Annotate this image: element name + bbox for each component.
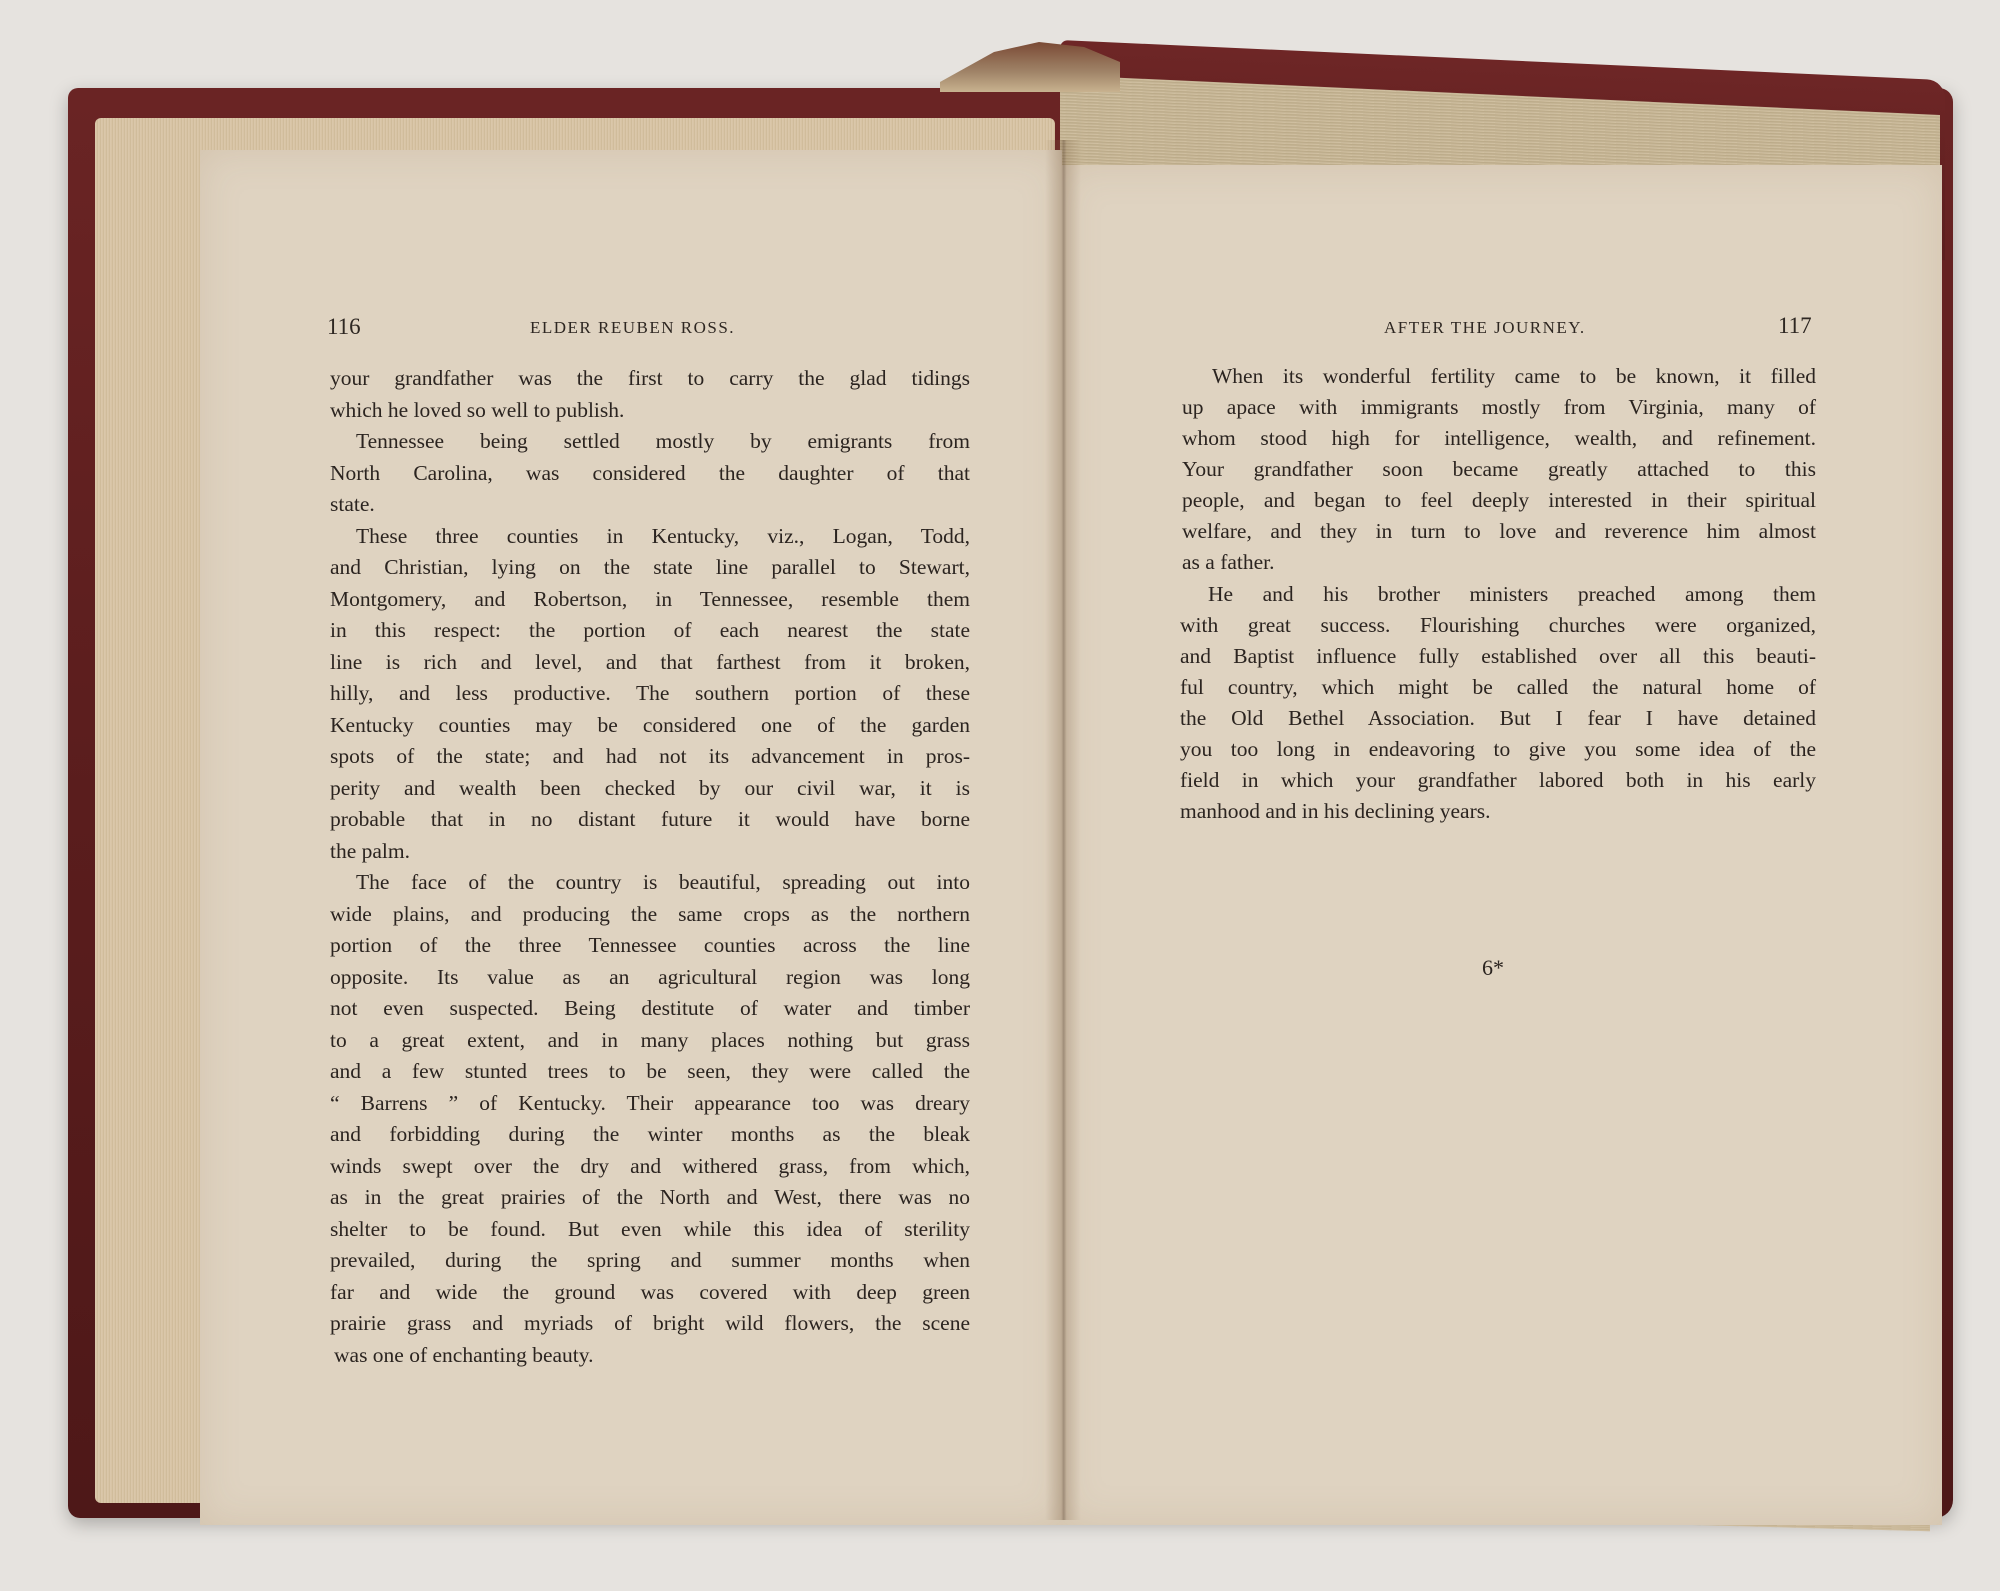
left-text-line: as in the great prairies of the North and West, there was no: [330, 1185, 970, 1209]
right-text-line: Your grandfather soon became greatly attached to this: [1182, 457, 1816, 481]
left-text-line: perity and wealth been checked by our civil war, it is: [330, 776, 970, 800]
right-text-line: He and his brother ministers preached among them: [1208, 582, 1816, 606]
left-text-line: line is rich and level, and that farthest from it broken,: [330, 650, 970, 674]
left-text-line: These three counties in Kentucky, viz., Logan, Todd,: [356, 524, 970, 548]
right-text-line: and Baptist influence fully established over all this beauti-: [1180, 644, 1816, 668]
right-text-line: When its wonderful fertility came to be known, it filled: [1212, 364, 1816, 388]
left-text-line: shelter to be found. But even while this idea of sterility: [330, 1217, 970, 1241]
right-text-line: people, and began to feel deeply interested in their spiritual: [1182, 488, 1816, 512]
right-text-line: manhood and in his declining years.: [1180, 799, 1491, 823]
right-text-line: as a father.: [1182, 550, 1275, 574]
right-text-line: you too long in endeavoring to give you some idea of the: [1180, 737, 1816, 761]
left-text-line: hilly, and less productive. The southern portion of these: [330, 681, 970, 705]
left-text-line: Tennessee being settled mostly by emigrants from: [356, 429, 970, 453]
left-text-line: not even suspected. Being destitute of water and timber: [330, 996, 970, 1020]
left-text-line: and a few stunted trees to be seen, they were called the: [330, 1059, 970, 1083]
left-text-line: “ Barrens ” of Kentucky. Their appearance too was dreary: [330, 1091, 970, 1115]
left-text-line: and forbidding during the winter months as the bleak: [330, 1122, 970, 1146]
right-text-line: whom stood high for intelligence, wealth, and refinement.: [1182, 426, 1816, 450]
left-text-line: to a great extent, and in many places nothing but grass: [330, 1028, 970, 1052]
left-text-line: in this respect: the portion of each nearest the state: [330, 618, 970, 642]
right-text-line: ful country, which might be called the natural home of: [1180, 675, 1816, 699]
signature-mark: 6*: [1482, 955, 1504, 980]
right-text-line: the Old Bethel Association. But I fear I have detained: [1180, 706, 1816, 730]
right-text-line: field in which your grandfather labored both in his early: [1180, 768, 1816, 792]
left-text-line: your grandfather was the first to carry the glad tidings: [330, 366, 970, 390]
right-text-line: up apace with immigrants mostly from Virginia, many of: [1182, 395, 1816, 419]
left-running-head: ELDER REUBEN ROSS.: [530, 318, 736, 337]
left-text-line: wide plains, and producing the same crops as the northern: [330, 902, 970, 926]
left-text-line: the palm.: [330, 839, 411, 863]
right-text-line: with great success. Flourishing churches were organized,: [1180, 613, 1816, 637]
book-gutter: [1045, 140, 1081, 1520]
left-text-line: prevailed, during the spring and summer months when: [330, 1248, 970, 1272]
left-page-number: 116: [327, 314, 361, 339]
left-text-line: far and wide the ground was covered with deep green: [330, 1280, 970, 1304]
left-text-line: was one of enchanting beauty.: [334, 1343, 594, 1367]
left-text-line: Kentucky counties may be considered one of the garden: [330, 713, 970, 737]
right-page-number: 117: [1778, 313, 1812, 338]
left-text-line: The face of the country is beautiful, spreading out into: [356, 870, 970, 894]
left-text-line: spots of the state; and had not its advancement in pros-: [330, 744, 970, 768]
left-text-line: North Carolina, was considered the daughter of that: [330, 461, 970, 485]
left-text-line: winds swept over the dry and withered grass, from which,: [330, 1154, 970, 1178]
left-text-line: portion of the three Tennessee counties across the line: [330, 933, 970, 957]
left-text-line: Montgomery, and Robertson, in Tennessee, resemble them: [330, 587, 970, 611]
left-text-line: and Christian, lying on the state line parallel to Stewart,: [330, 555, 970, 579]
left-text-line: opposite. Its value as an agricultural region was long: [330, 965, 970, 989]
right-running-head: AFTER THE JOURNEY.: [1384, 318, 1586, 337]
left-text-line: state.: [330, 492, 375, 516]
left-text-line: which he loved so well to publish.: [330, 398, 625, 422]
right-text-line: welfare, and they in turn to love and reverence him almost: [1182, 519, 1816, 543]
left-text-line: prairie grass and myriads of bright wild flowers, the scene: [330, 1311, 970, 1335]
left-text-line: probable that in no distant future it would have borne: [330, 807, 970, 831]
